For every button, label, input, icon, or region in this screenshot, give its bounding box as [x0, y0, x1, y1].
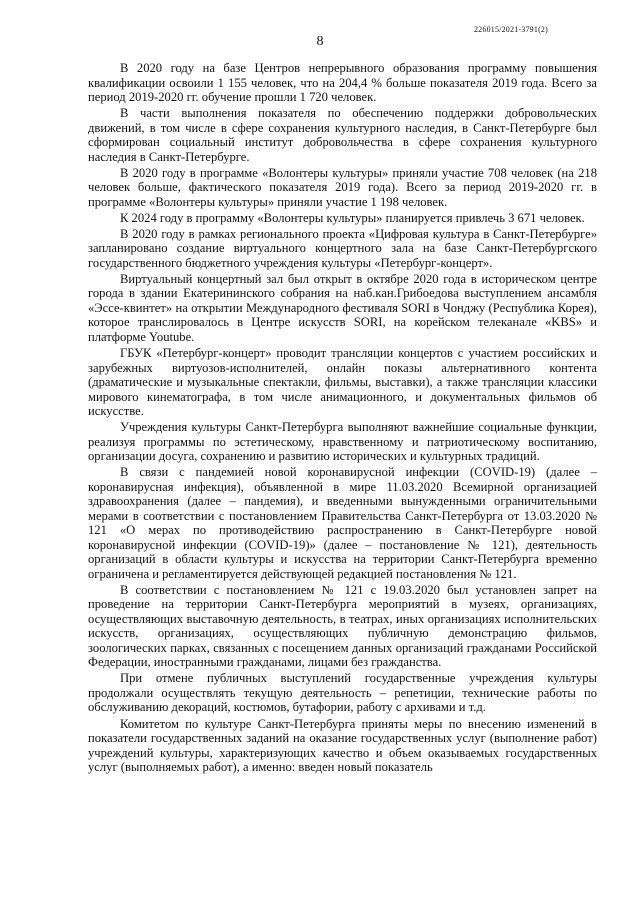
- paragraph: В связи с пандемией новой коронавирусной инфекции (COVID-19) (далее – коронавирусная инфекция), объявленной в мире 11.03.2020 Всемирной организацией здравоохранения (далее – пандемия), и введенными вынужденными ограничительными мерами в соответствии с постановлением Правительства Санкт-Петербурга от 13.03.2020 № 121 «О мерах по противодействию распространению в Санкт-Петербурге новой коронавирусной инфекции (COVID-19)» (далее – постановление № 121), деятельность организаций в области культуры и искусства на территории Санкт-Петербурга временно ограничена и регламентируется действующей редакцией постановления № 121.: [88, 465, 597, 581]
- document-registration-number: 226015/2021-3791(2): [473, 25, 548, 34]
- paragraph: В соответствии с постановлением № 121 с 19.03.2020 был установлен запрет на проведение на территории Санкт-Петербурга мероприятий в музеях, организациях, осуществляющих выставочную деятельность, в театрах, иных организациях исполнительских искусств, организациях, осуществляющих публичную демонстрацию фильмов, зоологических парках, связанных с посещением данных организаций гражданами Российской Федерации, иностранными гражданами, лицами без гражданства.: [88, 582, 597, 670]
- document-body: [88, 61, 597, 776]
- paragraph: ГБУК «Петербург-концерт» проводит трансляции концертов с участием российских и зарубежных виртуозов-исполнителей, онлайн показы альтернативного контента (драматические и музыкальные спектакли, фильмы, выставки), а также трансляции классики мирового кинематографа, в том числе анимационного, и документальных фильмов об искусстве.: [88, 346, 597, 419]
- paragraph: В части выполнения показателя по обеспечению поддержки добровольческих движений, в том числе в сфере сохранения культурного наследия, в Санкт-Петербурге был сформирован социальный институт добровольчества в сфере сохранения культурного наследия в Санкт-Петербурге.: [88, 106, 597, 164]
- paragraph: В 2020 году в программе «Волонтеры культуры» приняли участие 708 человек (на 218 человек больше, фактического показателя 2019 года). Всего за период 2019-2020 гг. в программе «Волонтеры культуры» приняли участие 1 198 человек.: [88, 165, 597, 209]
- paragraph: Виртуальный концертный зал был открыт в октябре 2020 года в историческом центре города в здании Екатерининского собрания на наб.кан.Грибоедова выступлением ансамбля «Эссе-квинтет» на открытии Международного фестиваля SORI в Чонджу (Республика Корея), которое транслировалось в Центре искусств SORI, на корейском телеканале «KBS» и платформе Youtube.: [88, 271, 597, 344]
- paragraph: При отмене публичных выступлений государственные учреждения культуры продолжали осуществлять текущую деятельность – репетиции, технические работы по обслуживанию декораций, костюмов, бутафории, работу с архивами и т.д.: [88, 671, 597, 715]
- paragraph: Учреждения культуры Санкт-Петербурга выполняют важнейшие социальные функции, реализуя программы по эстетическому, нравственному и патриотическому воспитанию, организации досуга, сохранению и развитию исторических и культурных традиций.: [88, 420, 597, 464]
- page-number: 8: [316, 34, 324, 49]
- paragraph: В 2020 году на базе Центров непрерывного образования программу повышения квалификации освоили 1 155 человек, что на 204,4 % больше показателя 2019 года. Всего за период 2019-2020 гг. обучение прошли 1 720 человек.: [88, 61, 597, 104]
- paragraph: В 2020 году в рамках регионального проекта «Цифровая культура в Санкт-Петербурге» запланировано создание виртуального концертного зала на базе Санкт-Петербургского государственного бюджетного учреждения культуры «Петербург-концерт».: [88, 226, 597, 270]
- paragraph: Комитетом по культуре Санкт-Петербурга приняты меры по внесению изменений в показатели государственных заданий на оказание государственных услуг (выполнение работ) учреждений культуры, характеризующих качество и объем оказываемых государственных услуг (выполняемых работ), а именно: введен новый показатель: [88, 716, 597, 775]
- paragraph: К 2024 году в программу «Волонтеры культуры» планируется привлечь 3 671 человек.: [120, 210, 585, 225]
